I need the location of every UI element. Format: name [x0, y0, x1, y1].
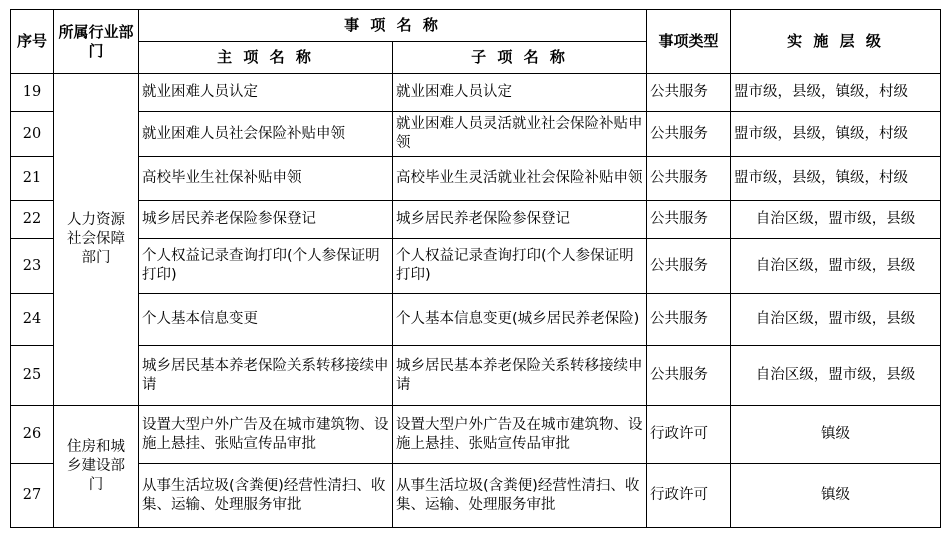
level-cell: 镇级	[731, 406, 941, 464]
table-row	[11, 157, 941, 201]
level-cell: 自治区级，盟市级，县级	[731, 294, 941, 346]
type-cell: 行政许可	[647, 406, 731, 464]
row-seq: 24	[11, 294, 54, 346]
type-cell: 公共服务	[647, 74, 731, 112]
service-items-table	[10, 9, 941, 528]
main-item-cell: 设置大型户外广告及在城市建筑物、设施上悬挂、张贴宣传品审批	[139, 406, 393, 464]
header-sub-item: 子 项 名 称	[393, 42, 647, 74]
header-main-item: 主 项 名 称	[139, 42, 393, 74]
sub-item-cell: 就业困难人员认定	[393, 74, 647, 112]
sub-item-cell: 高校毕业生灵活就业社会保险补贴申领	[393, 157, 647, 201]
level-cell: 镇级	[731, 464, 941, 528]
type-cell: 公共服务	[647, 112, 731, 157]
header-seq: 序号	[11, 10, 54, 74]
type-cell: 公共服务	[647, 157, 731, 201]
sub-item-cell: 设置大型户外广告及在城市建筑物、设施上悬挂、张贴宣传品审批	[393, 406, 647, 464]
level-cell: 盟市级，县级，镇级，村级	[731, 74, 941, 112]
sub-item-cell: 个人权益记录查询打印(个人参保证明打印)	[393, 239, 647, 294]
header-level: 实 施 层 级	[731, 10, 941, 74]
main-item-cell: 就业困难人员社会保险补贴申领	[139, 112, 393, 157]
row-seq: 21	[11, 157, 54, 201]
header-type: 事项类型	[647, 10, 731, 74]
row-seq: 20	[11, 112, 54, 157]
main-item-cell: 就业困难人员认定	[139, 74, 393, 112]
sub-item-cell: 个人基本信息变更(城乡居民养老保险)	[393, 294, 647, 346]
row-seq: 27	[11, 464, 54, 528]
type-cell: 公共服务	[647, 294, 731, 346]
main-item-cell: 高校毕业生社保补贴申领	[139, 157, 393, 201]
type-cell: 公共服务	[647, 346, 731, 406]
table-row	[11, 112, 941, 157]
table-row	[11, 201, 941, 239]
type-cell: 公共服务	[647, 201, 731, 239]
main-item-cell: 城乡居民基本养老保险关系转移接续申请	[139, 346, 393, 406]
type-cell: 公共服务	[647, 239, 731, 294]
row-seq: 23	[11, 239, 54, 294]
level-cell: 自治区级，盟市级，县级	[731, 346, 941, 406]
main-item-cell: 城乡居民养老保险参保登记	[139, 201, 393, 239]
table-row	[11, 239, 941, 294]
level-cell: 盟市级，县级，镇级，村级	[731, 157, 941, 201]
table-row	[11, 406, 941, 464]
row-seq: 22	[11, 201, 54, 239]
main-item-cell: 从事生活垃圾(含粪便)经营性清扫、收集、运输、处理服务审批	[139, 464, 393, 528]
type-cell: 行政许可	[647, 464, 731, 528]
table-row	[11, 464, 941, 528]
level-cell: 盟市级，县级，镇级，村级	[731, 112, 941, 157]
sub-item-cell: 城乡居民养老保险参保登记	[393, 201, 647, 239]
table-row	[11, 294, 941, 346]
sub-item-cell: 从事生活垃圾(含粪便)经营性清扫、收集、运输、处理服务审批	[393, 464, 647, 528]
dept-cell: 人力资源社会保障部门	[54, 74, 139, 406]
level-cell: 自治区级，盟市级，县级	[731, 201, 941, 239]
sub-item-cell: 就业困难人员灵活就业社会保险补贴申领	[393, 112, 647, 157]
dept-cell: 住房和城乡建设部门	[54, 406, 139, 528]
row-seq: 19	[11, 74, 54, 112]
row-seq: 25	[11, 346, 54, 406]
header-dept: 所属行业部 门	[54, 10, 139, 74]
header-item-name: 事 项 名 称	[139, 10, 647, 42]
table-row	[11, 346, 941, 406]
main-item-cell: 个人权益记录查询打印(个人参保证明打印)	[139, 239, 393, 294]
row-seq: 26	[11, 406, 54, 464]
main-item-cell: 个人基本信息变更	[139, 294, 393, 346]
sub-item-cell: 城乡居民基本养老保险关系转移接续申请	[393, 346, 647, 406]
level-cell: 自治区级，盟市级，县级	[731, 239, 941, 294]
table-row	[11, 74, 941, 112]
